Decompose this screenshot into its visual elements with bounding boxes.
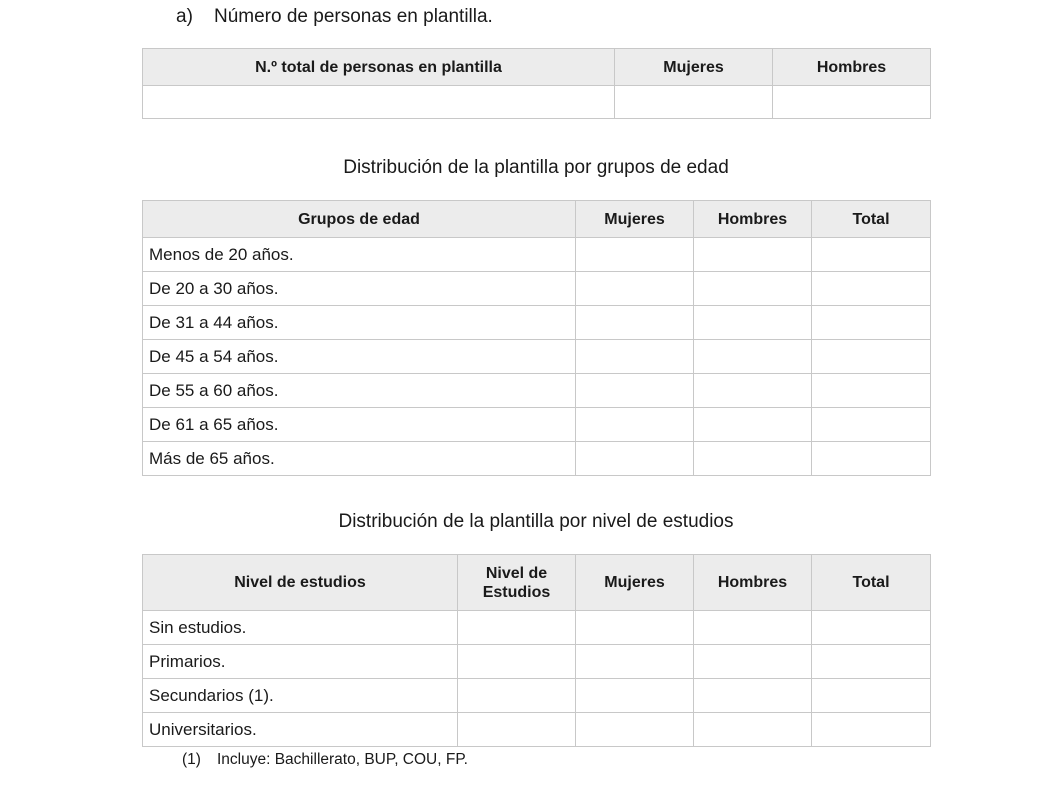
- header-women: Mujeres: [576, 201, 694, 238]
- education-level-label: Secundarios (1).: [143, 679, 458, 713]
- education-code-cell[interactable]: [458, 611, 576, 645]
- header-men: Hombres: [694, 201, 812, 238]
- age-group-label: De 31 a 44 años.: [143, 306, 576, 340]
- total-cell[interactable]: [812, 272, 931, 306]
- table-row: [143, 86, 931, 119]
- men-cell[interactable]: [773, 86, 931, 119]
- women-cell[interactable]: [576, 408, 694, 442]
- total-cell[interactable]: [812, 408, 931, 442]
- table-row: [143, 272, 931, 306]
- table-row: [143, 238, 931, 272]
- women-cell[interactable]: [576, 645, 694, 679]
- total-cell[interactable]: [812, 306, 931, 340]
- total-cell[interactable]: [812, 374, 931, 408]
- women-cell[interactable]: [576, 272, 694, 306]
- education-section-title: Distribución de la plantilla por nivel de estudios: [338, 511, 734, 532]
- women-cell[interactable]: [576, 679, 694, 713]
- men-cell[interactable]: [694, 713, 812, 747]
- table-header-row: [143, 49, 931, 86]
- education-level-label: Primarios.: [143, 645, 458, 679]
- women-cell[interactable]: [576, 374, 694, 408]
- table-row: [143, 340, 931, 374]
- table-row: [143, 408, 931, 442]
- section-a-heading: [176, 6, 493, 28]
- header-men: Hombres: [773, 49, 931, 86]
- education-level-label: Sin estudios.: [143, 611, 458, 645]
- men-cell[interactable]: [694, 645, 812, 679]
- header-total-staff: N.º total de personas en plantilla: [143, 49, 615, 86]
- header-women: Mujeres: [615, 49, 773, 86]
- women-cell[interactable]: [576, 442, 694, 476]
- total-cell[interactable]: [812, 611, 931, 645]
- age-groups-table: [142, 200, 931, 476]
- total-staff-table: [142, 48, 931, 119]
- table-row: [143, 645, 931, 679]
- footnote-text: Incluye: Bachillerato, BUP, COU, FP.: [217, 751, 468, 768]
- total-cell[interactable]: [812, 679, 931, 713]
- education-code-cell[interactable]: [458, 645, 576, 679]
- women-cell[interactable]: [576, 306, 694, 340]
- men-cell[interactable]: [694, 238, 812, 272]
- total-cell[interactable]: [812, 238, 931, 272]
- women-cell[interactable]: [576, 611, 694, 645]
- total-staff-cell[interactable]: [143, 86, 615, 119]
- women-cell[interactable]: [576, 340, 694, 374]
- header-education-level: Nivel de estudios: [143, 555, 458, 611]
- header-age-groups: Grupos de edad: [143, 201, 576, 238]
- age-group-label: Menos de 20 años.: [143, 238, 576, 272]
- education-level-table: [142, 554, 931, 747]
- table-row: [143, 374, 931, 408]
- total-cell[interactable]: [812, 645, 931, 679]
- men-cell[interactable]: [694, 611, 812, 645]
- section-a-title: Número de personas en plantilla.: [214, 6, 493, 27]
- total-cell[interactable]: [812, 340, 931, 374]
- education-code-cell[interactable]: [458, 713, 576, 747]
- age-group-label: Más de 65 años.: [143, 442, 576, 476]
- men-cell[interactable]: [694, 374, 812, 408]
- men-cell[interactable]: [694, 340, 812, 374]
- table-row: [143, 713, 931, 747]
- total-cell[interactable]: [812, 442, 931, 476]
- table-row: [143, 442, 931, 476]
- men-cell[interactable]: [694, 272, 812, 306]
- header-total: Total: [812, 555, 931, 611]
- header-men: Hombres: [694, 555, 812, 611]
- total-cell[interactable]: [812, 713, 931, 747]
- men-cell[interactable]: [694, 442, 812, 476]
- men-cell[interactable]: [694, 306, 812, 340]
- education-level-label: Universitarios.: [143, 713, 458, 747]
- footnote-marker: (1): [182, 751, 201, 768]
- education-code-cell[interactable]: [458, 679, 576, 713]
- section-a-marker: a): [176, 6, 193, 27]
- women-cell[interactable]: [576, 238, 694, 272]
- age-group-label: De 55 a 60 años.: [143, 374, 576, 408]
- table-row: [143, 679, 931, 713]
- table-header-row: [143, 201, 931, 238]
- men-cell[interactable]: [694, 408, 812, 442]
- header-education-level-code: Nivel de Estudios: [458, 555, 576, 611]
- footnote: [182, 751, 468, 769]
- age-group-label: De 20 a 30 años.: [143, 272, 576, 306]
- table-row: [143, 306, 931, 340]
- table-row: [143, 611, 931, 645]
- header-total: Total: [812, 201, 931, 238]
- table-header-row: [143, 555, 931, 611]
- age-section-title: Distribución de la plantilla por grupos de edad: [343, 157, 729, 178]
- women-cell[interactable]: [576, 713, 694, 747]
- men-cell[interactable]: [694, 679, 812, 713]
- women-cell[interactable]: [615, 86, 773, 119]
- age-group-label: De 61 a 65 años.: [143, 408, 576, 442]
- age-group-label: De 45 a 54 años.: [143, 340, 576, 374]
- header-women: Mujeres: [576, 555, 694, 611]
